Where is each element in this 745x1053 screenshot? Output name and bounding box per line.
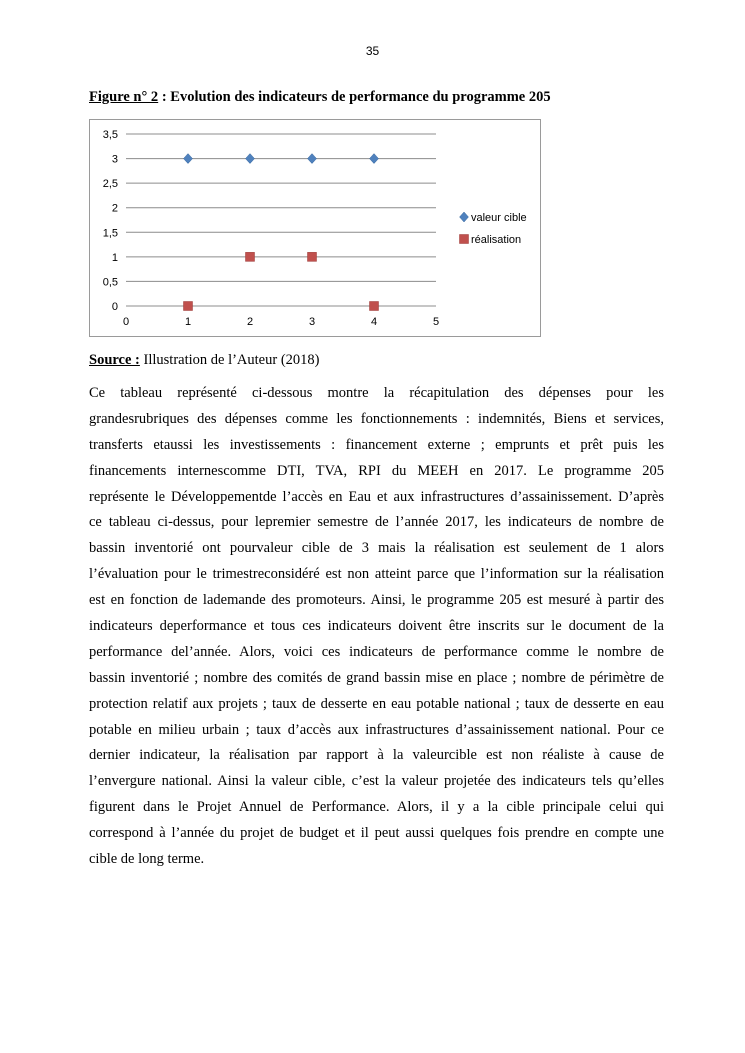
x-tick-label: 2	[246, 316, 254, 328]
data-point-valeur-cible	[308, 154, 317, 164]
paragraph-line: figurent dans le Projet Annuel de Performance. Alors, il y a la cible principale celui qui	[89, 799, 664, 816]
y-tick-label: 2	[111, 202, 118, 215]
paragraph-line: cible de long terme.	[89, 851, 205, 868]
paragraph-line: financements internescomme DTI, TVA, RPI du MEEH en 2017. Le programme 205	[89, 462, 664, 479]
paragraph-line: transferts etaussi les investissements : financement externe ; emprunts et prêt puis les	[89, 436, 664, 453]
data-point-valeur-cible	[184, 154, 193, 164]
x-tick-label: 5	[432, 316, 440, 328]
x-tick-label: 0	[122, 316, 130, 328]
y-tick-label: 0,5	[102, 276, 118, 289]
paragraph-line: ce tableau ci-dessus, pour lepremier semestre de l’année 2017, les indicateurs de nombre de	[89, 514, 664, 531]
x-tick-label: 4	[370, 316, 378, 328]
chart-frame	[89, 119, 541, 337]
page-number: 35	[365, 44, 380, 58]
paragraph-line: indicateurs deperformance et tous ces indicateurs doivent être inscrits sur le document de la	[89, 618, 664, 635]
source-text: Illustration de l’Auteur (2018)	[139, 352, 320, 368]
paragraph-line: correspond à l’année du projet de budget et il peut aussi quelques fois prendre en compte une	[89, 825, 664, 842]
x-tick-label: 3	[308, 316, 316, 328]
data-point-valeur-cible	[246, 154, 255, 164]
paragraph-line: l’envergure national. Ainsi la valeur cible, c’est la valeur projetée des indicateurs tels qu’elles	[89, 773, 664, 790]
figure-title-text: : Evolution des indicateurs de performance du programme 205	[158, 89, 551, 105]
data-point-réalisation	[184, 302, 193, 311]
body-paragraph	[89, 381, 664, 873]
y-tick-label: 1,5	[102, 227, 118, 240]
figure-title	[89, 89, 551, 106]
data-point-réalisation	[308, 252, 317, 261]
data-point-réalisation	[370, 302, 379, 311]
legend-label: valeur cible	[471, 212, 527, 224]
legend-marker	[460, 235, 469, 244]
paragraph-line: protection relatif aux projets ; taux de desserte en eau potable national ; taux de desserte en eau	[89, 695, 664, 712]
data-point-valeur-cible	[370, 154, 379, 164]
legend-label: réalisation	[471, 234, 522, 246]
paragraph-line: dernier indicateur, la réalisation par rapport à la valeurcible est non réaliste à cause de	[89, 747, 664, 764]
y-tick-label: 2,5	[102, 178, 118, 191]
y-tick-label: 0	[111, 301, 118, 313]
paragraph-line: est en fonction de lademande des promoteurs. Ainsi, le programme 205 est mesuré à partir des	[89, 592, 664, 609]
source-label: Source :	[89, 352, 140, 368]
figure-label: Figure n° 2	[89, 89, 159, 105]
y-tick-label: 1	[111, 251, 118, 264]
paragraph-line: l’évaluation pour le trimestreconsidéré est non atteint parce que l’information sur la réalisation	[89, 566, 664, 583]
y-tick-label: 3,5	[102, 129, 118, 141]
y-tick-label: 3	[111, 153, 118, 166]
x-tick-label: 1	[184, 316, 192, 328]
legend-marker	[460, 212, 469, 222]
paragraph-line: grandesrubriques des dépenses comme les fonctionnements : indemnités, Biens et services,	[89, 410, 664, 427]
paragraph-line: Ce tableau représenté ci-dessous montre la récapitulation des dépenses pour les	[89, 385, 664, 401]
performance-chart	[90, 120, 542, 338]
data-point-réalisation	[246, 252, 255, 261]
paragraph-line: bassin inventorié ; nombre des comités de grand bassin mise en place ; nombre de périmètre de	[89, 669, 664, 686]
paragraph-line: représente le Développementde l’accès en Eau et aux infrastructures d’assainissement. D’après	[89, 488, 664, 505]
paragraph-line: potable en milieu urbain ; taux d’accès aux infrastructures d’assainissement national. Pour ce	[89, 721, 664, 738]
paragraph-line: performance del’année. Alors, voici ces indicateurs de performance comme le nombre de	[89, 643, 664, 660]
paragraph-line: bassin inventorié ont pourvaleur cible de 3 mais la réalisation est seulement de 1 alors	[89, 540, 664, 557]
source-line	[89, 352, 319, 369]
